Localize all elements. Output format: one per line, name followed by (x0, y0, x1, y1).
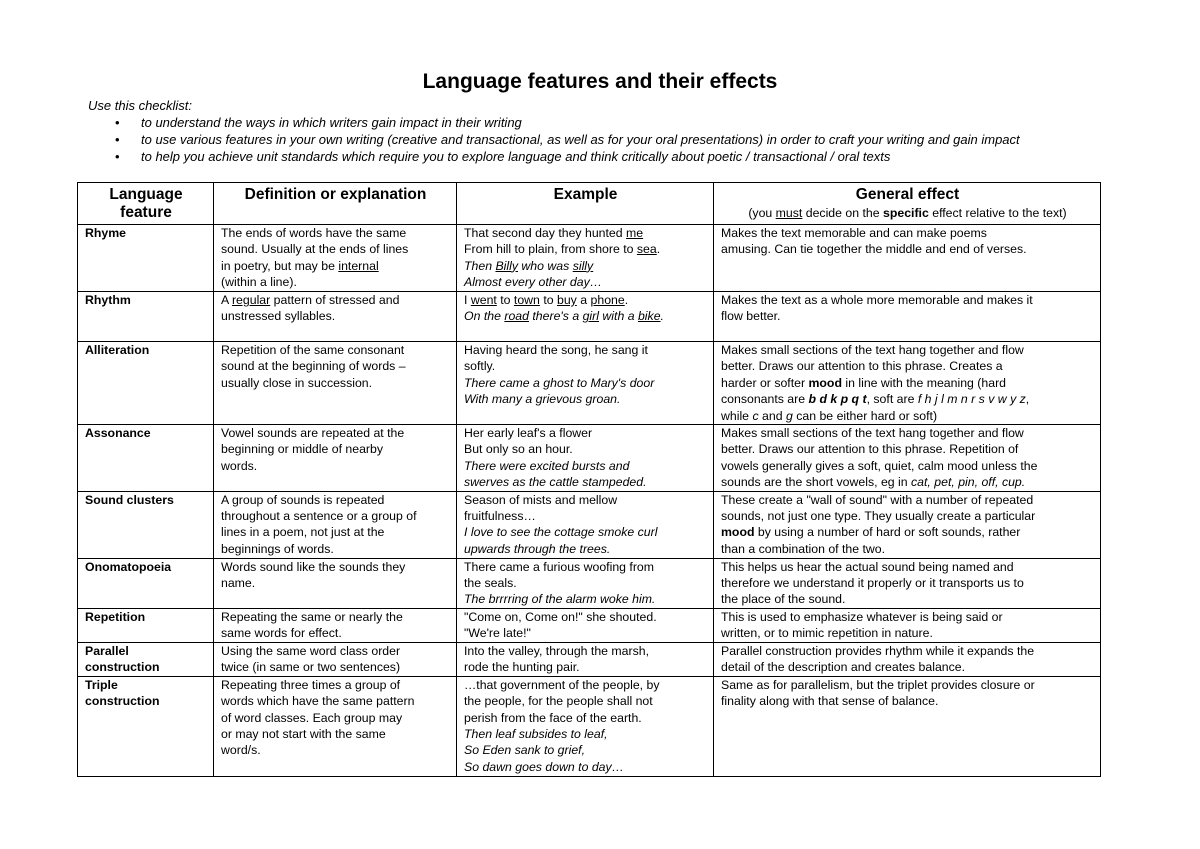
header-effect-note: (you must decide on the specific effect relative to the text) (748, 206, 1067, 220)
feature-cell: Repetition (78, 608, 214, 642)
definition-cell: Using the same word class order twice (in same or two sentences) (214, 642, 457, 676)
feature-cell: Assonance (78, 425, 214, 492)
table-row (78, 342, 1101, 425)
effect-cell: Parallel construction provides rhythm while it expands the detail of the description and creates balance. (714, 642, 1101, 676)
example-cell: …that government of the people, by the people, for the people shall not perish from the face of the earth. Then leaf subsides to leaf, So Eden sank to grief, So dawn goes down to day… (457, 676, 714, 776)
definition-cell: A group of sounds is repeated throughout a sentence or a group of lines in a poem, not just at the beginnings of words. (214, 491, 457, 558)
definition-cell: Repetition of the same consonant sound at the beginning of words – usually close in succession. (214, 342, 457, 425)
effect-cell: Makes the text as a whole more memorable and makes it flow better. (714, 292, 1101, 342)
language-features-table (77, 182, 1101, 777)
example-cell: There came a furious woofing from the seals. The brrrring of the alarm woke him. (457, 558, 714, 608)
feature-cell: Parallel construction (78, 642, 214, 676)
example-cell: I went to town to buy a phone. On the road there's a girl with a bike. (457, 292, 714, 342)
definition-cell: Repeating the same or nearly the same words for effect. (214, 608, 457, 642)
example-cell: Her early leaf's a flower But only so an hour. There were excited bursts and swerves as the cattle stampeded. (457, 425, 714, 492)
header-feature: Language feature (78, 183, 214, 225)
effect-cell: This is used to emphasize whatever is being said or written, or to mimic repetition in nature. (714, 608, 1101, 642)
effect-cell: Makes small sections of the text hang together and flow better. Draws our attention to this phrase. Repetition of vowels generally gives a soft, quiet, calm mood unless the sounds are the short vowels, eg in cat, pet, pin, off, cup. (714, 425, 1101, 492)
intro-bullet: • to understand the ways in which writers gain impact in their writing (141, 114, 1020, 131)
effect-cell: Makes small sections of the text hang together and flow better. Draws our attention to this phrase. Creates a harder or softer mood in line with the meaning (hard consonants are b d k p q t, soft are f h j l m n r s v w y z, while c and g can be either hard or soft) (714, 342, 1101, 425)
table-row (78, 558, 1101, 608)
table-row (78, 425, 1101, 492)
page-title: Language features and their effects (422, 70, 778, 93)
table-row (78, 491, 1101, 558)
definition-cell: Repeating three times a group of words which have the same pattern of word classes. Each group may or may not start with the same word/s. (214, 676, 457, 776)
feature-cell: Onomatopoeia (78, 558, 214, 608)
example-cell: Season of mists and mellow fruitfulness… I love to see the cottage smoke curl upwards through the trees. (457, 491, 714, 558)
table-row (78, 642, 1101, 676)
feature-cell: Rhythm (78, 292, 214, 342)
header-example: Example (457, 183, 714, 225)
feature-cell: Sound clusters (78, 491, 214, 558)
definition-cell: Vowel sounds are repeated at the beginning or middle of nearby words. (214, 425, 457, 492)
effect-cell: This helps us hear the actual sound being named and therefore we understand it properly or it transports us to the place of the sound. (714, 558, 1101, 608)
effect-cell: Same as for parallelism, but the triplet provides closure or finality along with that sense of balance. (714, 676, 1101, 776)
header-effect (714, 183, 1101, 225)
table-row (78, 608, 1101, 642)
feature-cell: Rhyme (78, 225, 214, 292)
table-row (78, 292, 1101, 342)
intro-bullet-list (88, 114, 1020, 165)
definition-cell: A regular pattern of stressed and unstressed syllables. (214, 292, 457, 342)
example-cell: Into the valley, through the marsh, rode the hunting pair. (457, 642, 714, 676)
table-row (78, 676, 1101, 776)
example-cell: That second day they hunted me From hill to plain, from shore to sea. Then Billy who was silly Almost every other day… (457, 225, 714, 292)
example-cell: "Come on, Come on!" she shouted. "We're late!" (457, 608, 714, 642)
feature-cell: Alliteration (78, 342, 214, 425)
feature-cell: Triple construction (78, 676, 214, 776)
header-definition: Definition or explanation (214, 183, 457, 225)
effect-cell: Makes the text memorable and can make poems amusing. Can tie together the middle and end of verses. (714, 225, 1101, 292)
table-row (78, 225, 1101, 292)
effect-cell: These create a "wall of sound" with a number of repeated sounds, not just one type. They usually create a particular mood by using a number of hard or soft sounds, rather than a combination of the two. (714, 491, 1101, 558)
intro-bullet: • to help you achieve unit standards which require you to explore language and think critically about poetic / transactional / oral texts (141, 148, 1020, 165)
intro (88, 97, 1020, 165)
intro-lead: Use this checklist: (88, 98, 193, 113)
definition-cell: Words sound like the sounds they name. (214, 558, 457, 608)
header-effect-title: General effect (855, 186, 960, 203)
intro-bullet: • to use various features in your own writing (creative and transactional, as well as for your oral presentations) in order to craft your writing and gain impact (141, 131, 1020, 148)
example-cell: Having heard the song, he sang it softly. There came a ghost to Mary's door With many a grievous groan. (457, 342, 714, 425)
header-row (78, 183, 1101, 225)
definition-cell: The ends of words have the same sound. Usually at the ends of lines in poetry, but may be internal (within a line). (214, 225, 457, 292)
